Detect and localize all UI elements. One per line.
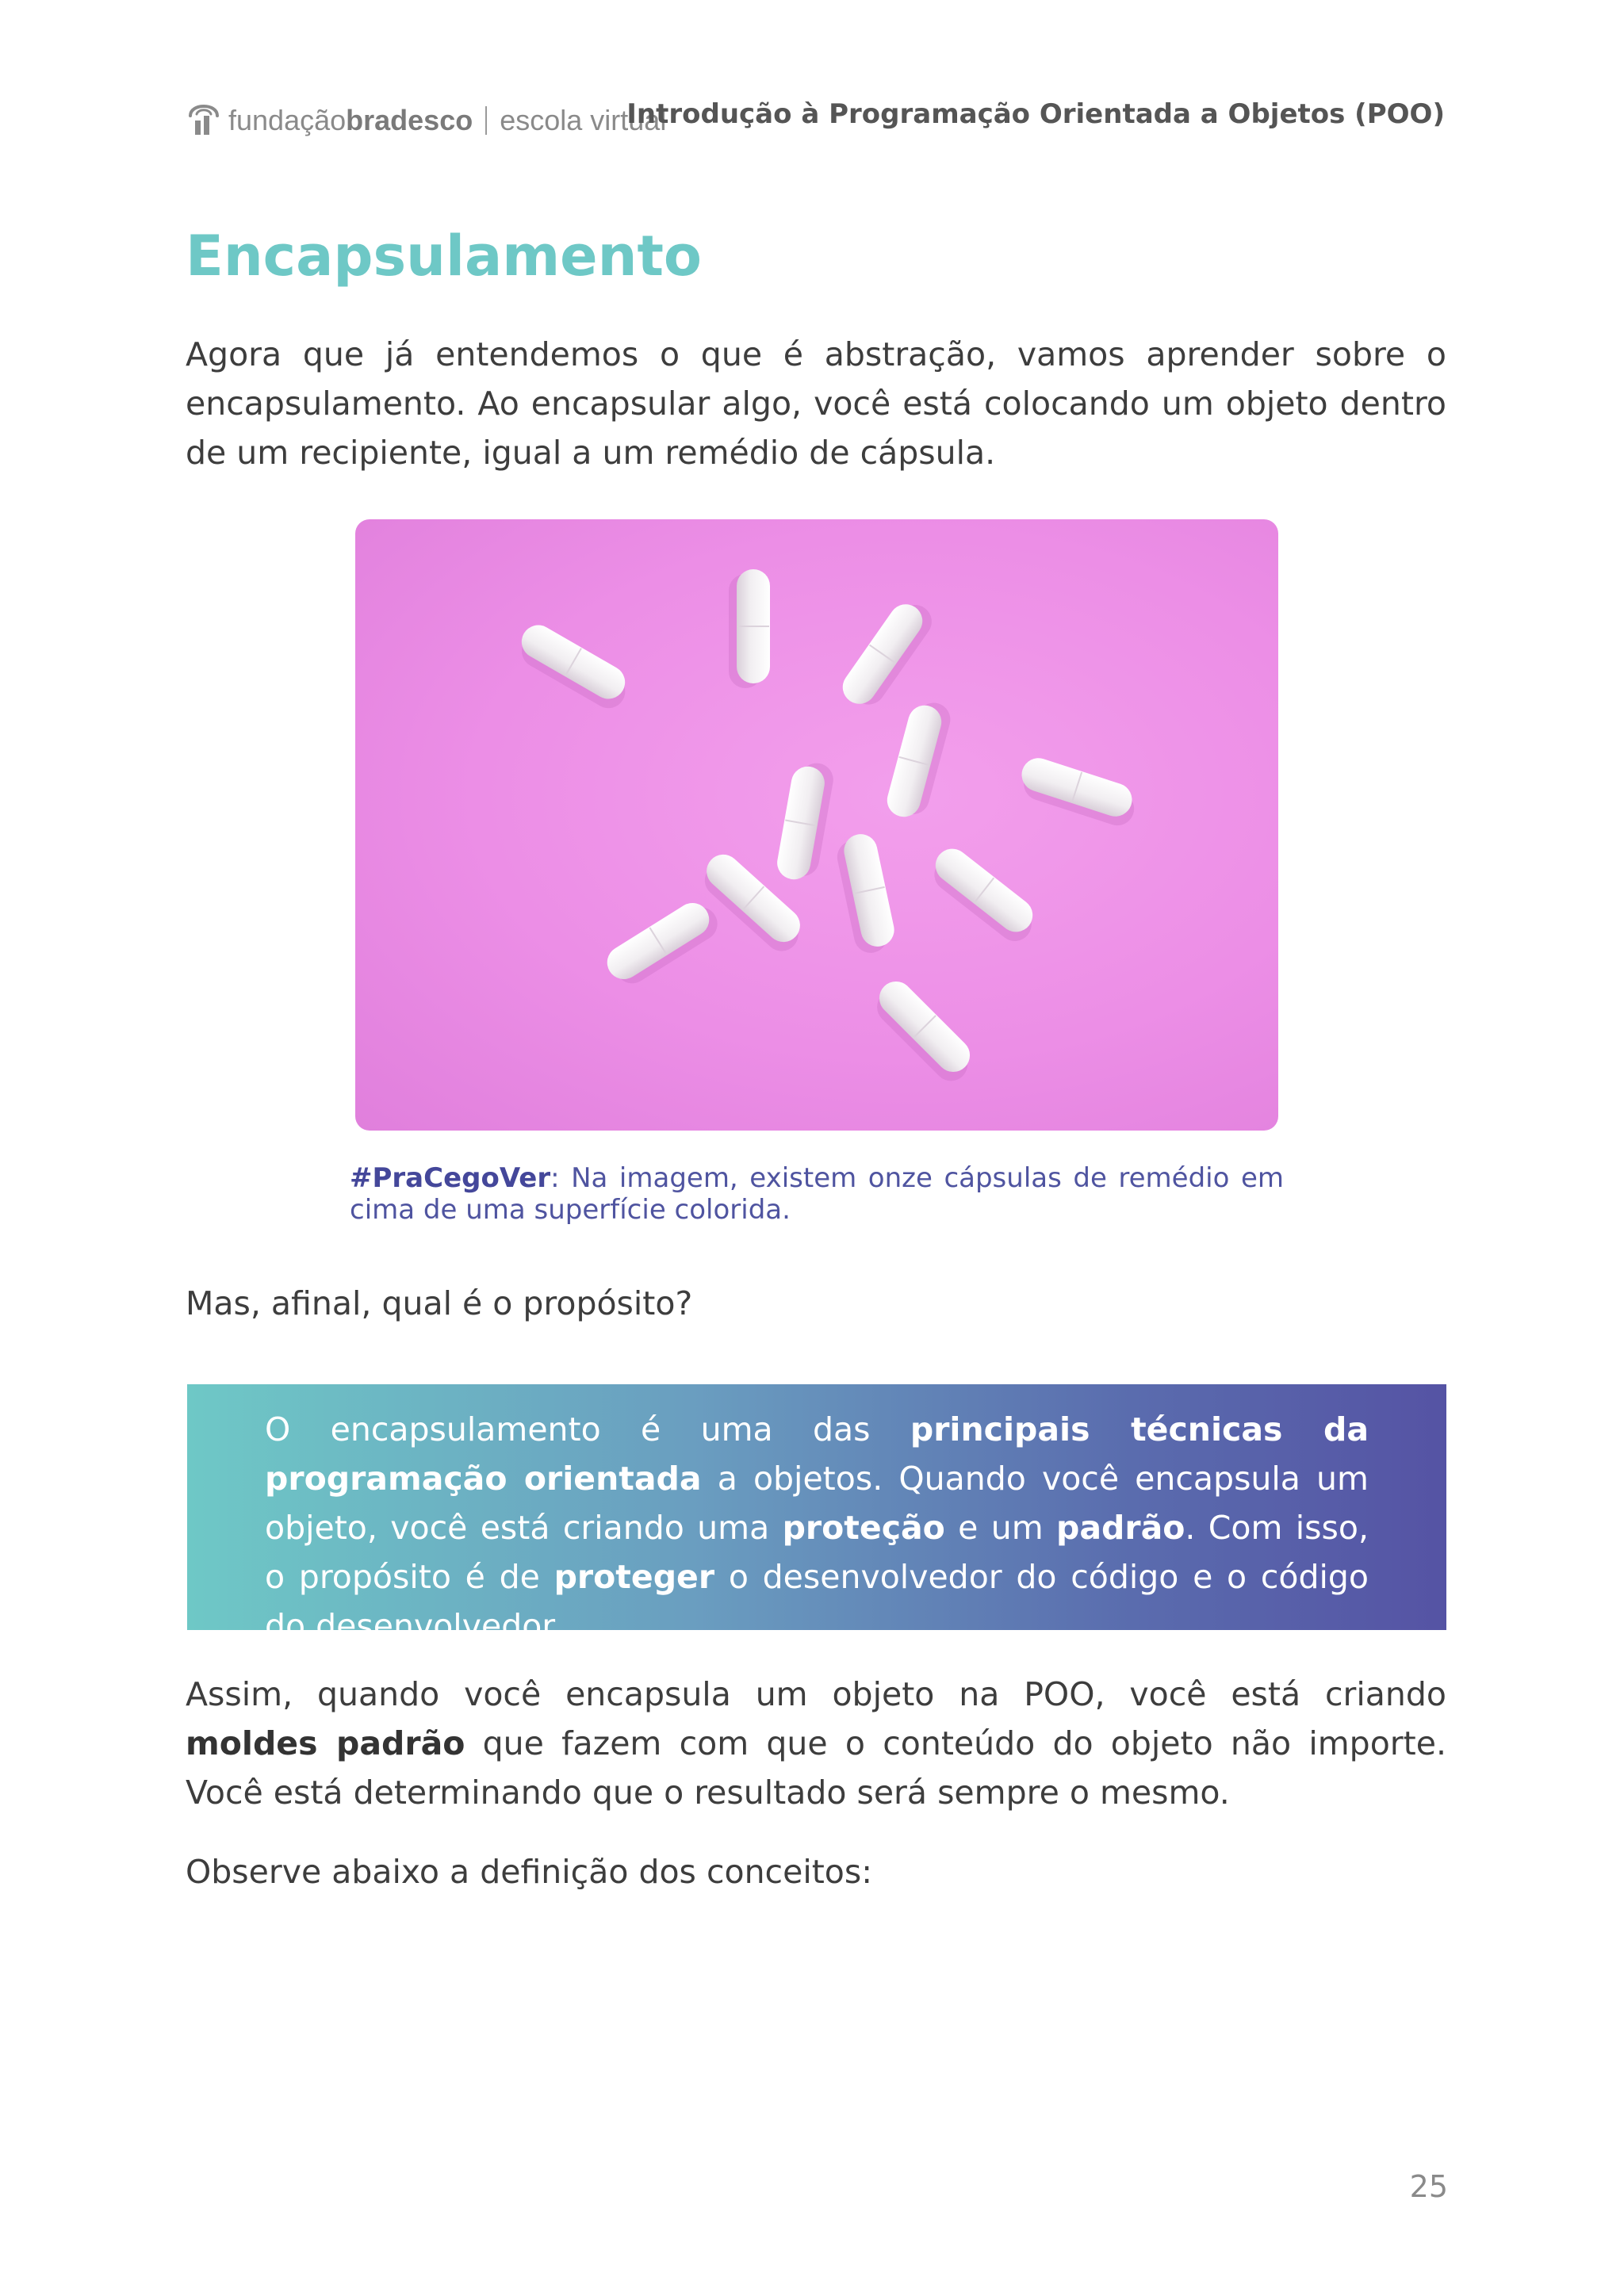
highlight-bold-part: padrão — [1056, 1509, 1185, 1547]
caption-text: : Na imagem, existem onze cápsulas de remédio em cima de uma superfície colorida. — [350, 1162, 1284, 1226]
fundacao-bradesco-logo — [186, 89, 666, 138]
capsule-6 — [1015, 754, 1141, 830]
logo-brand: bradesco — [346, 104, 473, 136]
paragraph-text-part: que fazem com que o conteúdo do objeto não importe. Você está determinando que o resultado será sempre o mesmo. — [186, 1724, 1446, 1812]
capsule-4 — [883, 697, 954, 822]
highlight-box — [187, 1384, 1446, 1645]
capsule-10 — [601, 894, 724, 993]
highlight-bold-part: proteção — [782, 1509, 945, 1547]
paragraph-bold-part: moldes padrão — [186, 1724, 465, 1762]
capsule-8 — [833, 831, 898, 956]
page-title: Encapsulamento — [186, 224, 703, 289]
caption-tag: #PraCegoVer — [350, 1162, 551, 1194]
highlight-text-part: e um — [944, 1509, 1056, 1547]
capsule-1 — [511, 619, 635, 714]
logo-division: escola virtual — [500, 104, 667, 136]
highlight-bold-part: principais técnicas da programação orientada — [265, 1410, 1369, 1498]
page-number: 25 — [1409, 2169, 1448, 2204]
paragraph-text-part: Assim, quando você encapsula um objeto na POO, você está criando — [186, 1675, 1446, 1713]
tree-logo-icon — [186, 97, 222, 138]
logo-name: fundação — [228, 104, 347, 136]
question-paragraph: Mas, afinal, qual é o propósito? — [186, 1284, 693, 1322]
logo-divider — [485, 106, 487, 135]
highlight-text-part: o desenvolvedor do código e o código do desenvolvedor. — [265, 1558, 1369, 1645]
capsule-11 — [867, 974, 980, 1088]
highlight-text — [265, 1405, 1369, 1651]
highlight-text-part: a objetos. Quando você encapsula um objeto, você está criando uma — [265, 1460, 1369, 1547]
highlight-bold-part: proteger — [553, 1558, 715, 1596]
capsule-5 — [775, 760, 836, 884]
page-header — [186, 86, 1445, 141]
highlight-text-part: O encapsulamento é uma das — [265, 1410, 910, 1448]
capsule-9 — [924, 842, 1043, 947]
highlight-text-part: . Com isso, o propósito é de — [265, 1509, 1369, 1596]
course-title: Introdução à Programação Orientada a Objetos (POO) — [626, 98, 1445, 130]
capsules-photo — [355, 519, 1278, 1131]
intro-paragraph: Agora que já entendemos o que é abstração, vamos aprender sobre o encapsulamento. Ao encapsular algo, você está colocando um objeto dentro de um recipiente, igual a um remédio de cápsula. — [186, 335, 1446, 472]
capsules-illustration — [355, 519, 1278, 1131]
image-caption — [350, 1162, 1284, 1226]
capsule-3 — [837, 594, 939, 715]
moldes-paragraph — [186, 1670, 1446, 1817]
observe-paragraph: Observe abaixo a definição dos conceitos: — [186, 1853, 873, 1891]
capsule-2 — [729, 569, 770, 688]
